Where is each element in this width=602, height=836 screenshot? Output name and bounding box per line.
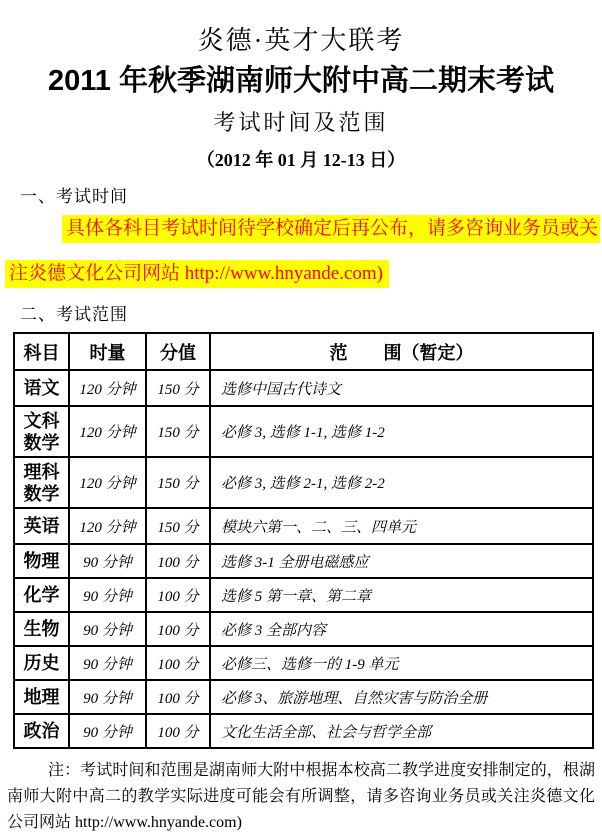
- header-scope: 范 围（暂定）: [210, 333, 593, 370]
- cell-scope: 必修 3, 选修 1-1, 选修 1-2: [210, 406, 593, 457]
- table-row: [14, 544, 593, 578]
- section-heading-exam-scope: 二、考试范围: [20, 305, 128, 324]
- table-row: [14, 578, 593, 612]
- cell-score: 150 分: [146, 406, 210, 457]
- table-row: [14, 406, 593, 457]
- cell-scope: 选修 5 第一章、第二章: [210, 578, 593, 612]
- header-duration: 时量: [69, 333, 146, 370]
- highlight-line-1: [62, 215, 602, 243]
- cell-scope: 必修三、选修一的 1-9 单元: [210, 646, 593, 680]
- cell-score: 100 分: [146, 646, 210, 680]
- cell-scope: 选修 3-1 全册电磁感应: [210, 544, 593, 578]
- table-row: [14, 457, 593, 508]
- cell-scope: 必修 3, 选修 2-1, 选修 2-2: [210, 457, 593, 508]
- header-score: 分值: [146, 333, 210, 370]
- cell-score: 100 分: [146, 578, 210, 612]
- cell-subject: 政治: [14, 714, 69, 748]
- cell-scope: 文化生活全部、社会与哲学全部: [210, 714, 593, 748]
- exam-scope-table: [13, 332, 594, 749]
- cell-score: 150 分: [146, 508, 210, 544]
- cell-duration: 120 分钟: [69, 457, 146, 508]
- doc-subtitle: 考试时间及范围: [213, 110, 389, 135]
- cell-scope: 必修 3、旅游地理、自然灾害与防治全册: [210, 680, 593, 714]
- cell-duration: 90 分钟: [69, 680, 146, 714]
- cell-subject: 物理: [14, 544, 69, 578]
- cell-subject: 英语: [14, 508, 69, 544]
- cell-subject: 语文: [14, 370, 69, 406]
- cell-subject: 理科数学: [14, 457, 69, 508]
- cell-score: 100 分: [146, 612, 210, 646]
- cell-duration: 120 分钟: [69, 508, 146, 544]
- cell-scope: 选修中国古代诗文: [210, 370, 593, 406]
- table-row: [14, 508, 593, 544]
- table-row: [14, 714, 593, 748]
- cell-score: 100 分: [146, 680, 210, 714]
- section-heading-exam-time: 一、考试时间: [20, 187, 128, 206]
- highlight-text-1: 具体各科目考试时间待学校确定后再公布，请多咨询业务员或关: [62, 215, 600, 243]
- exam-date: （2012 年 01 月 12-13 日）: [196, 150, 406, 170]
- table-row: [14, 612, 593, 646]
- highlight-line-2: [5, 260, 602, 288]
- cell-subject: 文科数学: [14, 406, 69, 457]
- cell-duration: 120 分钟: [69, 406, 146, 457]
- cell-score: 100 分: [146, 544, 210, 578]
- table-row: [14, 680, 593, 714]
- cell-scope: 模块六第一、二、三、四单元: [210, 508, 593, 544]
- table-row: [14, 646, 593, 680]
- cell-score: 100 分: [146, 714, 210, 748]
- footer-note: 注：考试时间和范围是湖南师大附中根据本校高二教学进度安排制定的，根湖南师大附中高二的教学实际进度可能会有所调整，请多咨询业务员或关注炎德文化公司网站 http://www.hnyande.com): [7, 762, 595, 831]
- cell-score: 150 分: [146, 370, 210, 406]
- cell-duration: 90 分钟: [69, 578, 146, 612]
- cell-duration: 90 分钟: [69, 612, 146, 646]
- cell-duration: 120 分钟: [69, 370, 146, 406]
- cell-score: 150 分: [146, 457, 210, 508]
- document-page: [0, 20, 602, 829]
- cell-scope: 必修 3 全部内容: [210, 612, 593, 646]
- cell-subject: 历史: [14, 646, 69, 680]
- cell-duration: 90 分钟: [69, 646, 146, 680]
- cell-duration: 90 分钟: [69, 714, 146, 748]
- brand-title: 炎德·英才大联考: [197, 26, 405, 55]
- header-subject: 科目: [14, 333, 69, 370]
- exam-title: 2011 年秋季湖南师大附中高二期末考试: [48, 65, 554, 97]
- table-row: [14, 370, 593, 406]
- highlighted-notice: [0, 215, 602, 288]
- cell-subject: 化学: [14, 578, 69, 612]
- table-header-row: [14, 333, 593, 370]
- highlight-text-2: 注炎德文化公司网站 http://www.hnyande.com): [5, 260, 389, 288]
- cell-subject: 生物: [14, 612, 69, 646]
- cell-duration: 90 分钟: [69, 544, 146, 578]
- cell-subject: 地理: [14, 680, 69, 714]
